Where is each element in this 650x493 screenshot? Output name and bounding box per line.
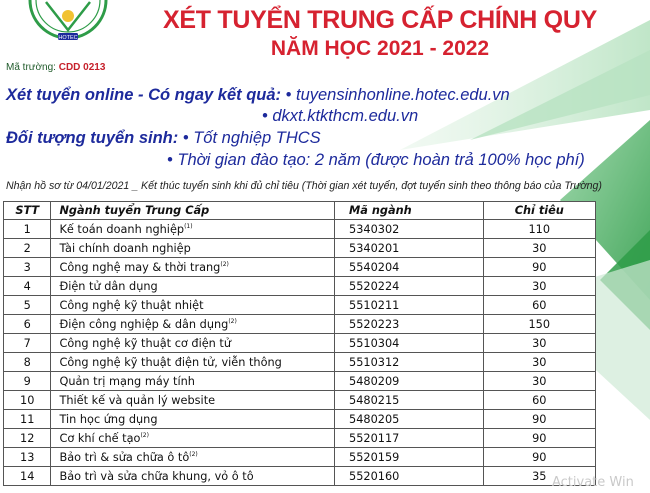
row-footnote-mark: (2) <box>140 431 149 439</box>
row-major-code <box>335 239 484 258</box>
row-footnote-mark: (2) <box>189 450 198 458</box>
row-major-code <box>335 429 484 448</box>
row-stt <box>4 467 51 486</box>
row-quota <box>483 372 595 391</box>
school-code-value: CDD 0213 <box>58 62 106 73</box>
row-major-name <box>51 353 335 372</box>
row-major-name-text: Cơ khí chế tạo <box>59 431 141 445</box>
row-stt <box>4 391 51 410</box>
table-row <box>4 467 596 486</box>
row-stt <box>4 429 51 448</box>
row-stt-text: 8 <box>23 355 31 369</box>
row-footnote-mark: (2) <box>220 260 229 268</box>
online-link-2[interactable]: • dkxt.ktkthcm.edu.vn <box>262 107 419 125</box>
row-major-name-text: Điện công nghiệp & dân dụng <box>59 317 229 331</box>
table-row <box>4 448 596 467</box>
row-quota <box>483 334 595 353</box>
row-major-code-text: 5510304 <box>349 336 400 350</box>
row-major-name-text: Kế toán doanh nghiệp <box>59 222 185 236</box>
row-major-code-text: 5520224 <box>349 279 400 293</box>
row-quota <box>483 239 595 258</box>
row-major-code-text: 5520117 <box>349 431 400 445</box>
row-major-name-text: Bảo trì và sửa chữa khung, vỏ ô tô <box>59 469 254 483</box>
row-stt <box>4 239 51 258</box>
row-stt <box>4 277 51 296</box>
activation-watermark: Activate Win <box>552 475 634 490</box>
table-row <box>4 296 596 315</box>
row-major-code <box>335 372 484 391</box>
row-major-code <box>335 334 484 353</box>
row-major-name-text: Công nghệ kỹ thuật nhiệt <box>59 298 204 312</box>
row-major-code-text: 5340302 <box>349 222 400 236</box>
row-stt-text: 7 <box>23 336 31 350</box>
row-quota-text: 60 <box>532 393 547 407</box>
row-major-name <box>51 258 335 277</box>
row-major-name <box>51 239 335 258</box>
table-row <box>4 353 596 372</box>
row-major-name-text: Bảo trì & sửa chữa ô tô <box>59 450 190 464</box>
online-link-2-line <box>262 107 418 126</box>
row-major-code-text: 5480209 <box>349 374 400 388</box>
target-value: • Tốt nghiệp THCS <box>182 129 321 147</box>
row-major-code <box>335 220 484 239</box>
row-major-code-text: 5520160 <box>349 469 400 483</box>
table-row <box>4 277 596 296</box>
table-row <box>4 258 596 277</box>
row-stt <box>4 410 51 429</box>
row-quota <box>483 391 595 410</box>
row-major-code-text: 5480205 <box>349 412 400 426</box>
row-quota-text: 30 <box>532 279 547 293</box>
row-major-name <box>51 410 335 429</box>
row-major-name-text: Thiết kế và quản lý website <box>59 393 216 407</box>
row-stt-text: 5 <box>23 298 31 312</box>
header-stt: STT <box>4 202 51 220</box>
row-stt-text: 2 <box>23 241 31 255</box>
row-major-code <box>335 391 484 410</box>
table-row <box>4 220 596 239</box>
target-line <box>6 129 321 148</box>
school-code <box>6 62 105 73</box>
row-major-name <box>51 315 335 334</box>
row-stt <box>4 258 51 277</box>
row-quota-text: 35 <box>532 469 547 483</box>
row-major-code <box>335 315 484 334</box>
row-quota-text: 90 <box>532 260 547 274</box>
notice-text: Nhận hồ sơ từ 04/01/2021 _ Kết thúc tuyển sinh khi đủ chỉ tiêu (Thời gian xét tuyển, đợt tuyển sinh theo thông báo của Trường) <box>6 180 602 192</box>
row-quota-text: 60 <box>532 298 547 312</box>
row-quota-text: 30 <box>532 374 547 388</box>
row-major-name <box>51 372 335 391</box>
row-quota <box>483 315 595 334</box>
row-major-name-text: Công nghệ kỹ thuật điện tử, viễn thông <box>59 355 282 369</box>
row-major-code-text: 5480215 <box>349 393 400 407</box>
online-admission-label: Xét tuyển online - Có ngay kết quả: <box>6 86 282 104</box>
row-quota-text: 150 <box>528 317 551 331</box>
row-major-name <box>51 429 335 448</box>
target-label: Đối tượng tuyển sinh: <box>6 129 179 147</box>
row-stt <box>4 315 51 334</box>
row-major-code-text: 5510312 <box>349 355 400 369</box>
table-header-row <box>4 202 596 220</box>
table-row <box>4 315 596 334</box>
row-stt-text: 12 <box>20 431 35 445</box>
row-stt-text: 9 <box>23 374 31 388</box>
header-code: Mã ngành <box>335 202 484 220</box>
row-quota <box>483 429 595 448</box>
duration-line <box>167 151 585 170</box>
row-major-code-text: 5340201 <box>349 241 400 255</box>
row-major-code <box>335 353 484 372</box>
row-major-name <box>51 220 335 239</box>
row-stt-text: 10 <box>20 393 35 407</box>
row-quota <box>483 296 595 315</box>
row-major-code-text: 5510211 <box>349 298 400 312</box>
table-row <box>4 391 596 410</box>
svg-text:HOTEC: HOTEC <box>58 35 78 41</box>
row-footnote-mark: (2) <box>228 317 237 325</box>
row-major-code-text: 5520223 <box>349 317 400 331</box>
row-stt <box>4 334 51 353</box>
row-quota <box>483 220 595 239</box>
row-stt <box>4 220 51 239</box>
row-stt-text: 11 <box>20 412 35 426</box>
row-stt-text: 1 <box>23 222 31 236</box>
online-admission-line <box>6 86 510 105</box>
row-major-code-text: 5520159 <box>349 450 400 464</box>
table-row <box>4 372 596 391</box>
row-quota-text: 30 <box>532 336 547 350</box>
row-quota-text: 90 <box>532 412 547 426</box>
row-major-name <box>51 296 335 315</box>
row-major-name <box>51 467 335 486</box>
table-row <box>4 429 596 448</box>
row-quota <box>483 258 595 277</box>
row-major-code <box>335 258 484 277</box>
row-major-name-text: Công nghệ kỹ thuật cơ điện tử <box>59 336 232 350</box>
row-major-name-text: Tin học ứng dụng <box>59 412 158 426</box>
row-major-code <box>335 467 484 486</box>
row-quota-text: 30 <box>532 355 547 369</box>
row-quota-text: 110 <box>528 222 551 236</box>
header-major: Ngành tuyển Trung Cấp <box>51 202 335 220</box>
row-major-name-text: Quản trị mạng máy tính <box>59 374 195 388</box>
header-quota: Chỉ tiêu <box>483 202 595 220</box>
row-quota-text: 90 <box>532 431 547 445</box>
row-stt-text: 13 <box>20 450 35 464</box>
school-code-label: Mã trường: <box>6 62 56 73</box>
row-quota-text: 90 <box>532 450 547 464</box>
table-body <box>4 220 596 486</box>
row-stt <box>4 353 51 372</box>
table-row <box>4 334 596 353</box>
row-stt <box>4 296 51 315</box>
row-major-code <box>335 277 484 296</box>
row-major-code <box>335 296 484 315</box>
row-major-name <box>51 277 335 296</box>
school-logo <box>24 0 112 58</box>
row-stt-text: 4 <box>23 279 31 293</box>
row-stt <box>4 448 51 467</box>
row-stt-text: 14 <box>20 469 35 483</box>
page-title: XÉT TUYỂN TRUNG CẤP CHÍNH QUY <box>163 6 597 34</box>
row-quota-text: 30 <box>532 241 547 255</box>
row-quota <box>483 277 595 296</box>
row-stt-text: 6 <box>23 317 31 331</box>
row-major-name <box>51 334 335 353</box>
row-major-code <box>335 410 484 429</box>
row-quota <box>483 353 595 372</box>
table-row <box>4 239 596 258</box>
row-major-code-text: 5540204 <box>349 260 400 274</box>
table-row <box>4 410 596 429</box>
row-major-name-text: Tài chính doanh nghiệp <box>59 241 191 255</box>
row-major-code <box>335 448 484 467</box>
duration-text: • Thời gian đào tạo: 2 năm (được hoàn trả 100% học phí) <box>167 151 585 169</box>
row-major-name <box>51 391 335 410</box>
row-footnote-mark: (1) <box>184 222 193 230</box>
row-stt-text: 3 <box>23 260 31 274</box>
majors-table <box>3 201 596 486</box>
row-quota <box>483 448 595 467</box>
online-link-1[interactable]: • tuyensinhonline.hotec.edu.vn <box>285 86 510 104</box>
row-major-name <box>51 448 335 467</box>
row-stt <box>4 372 51 391</box>
row-major-name-text: Công nghệ may & thời trang <box>59 260 221 274</box>
row-quota <box>483 410 595 429</box>
row-major-name-text: Điện tử dân dụng <box>59 279 158 293</box>
page-subtitle: NĂM HỌC 2021 - 2022 <box>270 37 490 60</box>
